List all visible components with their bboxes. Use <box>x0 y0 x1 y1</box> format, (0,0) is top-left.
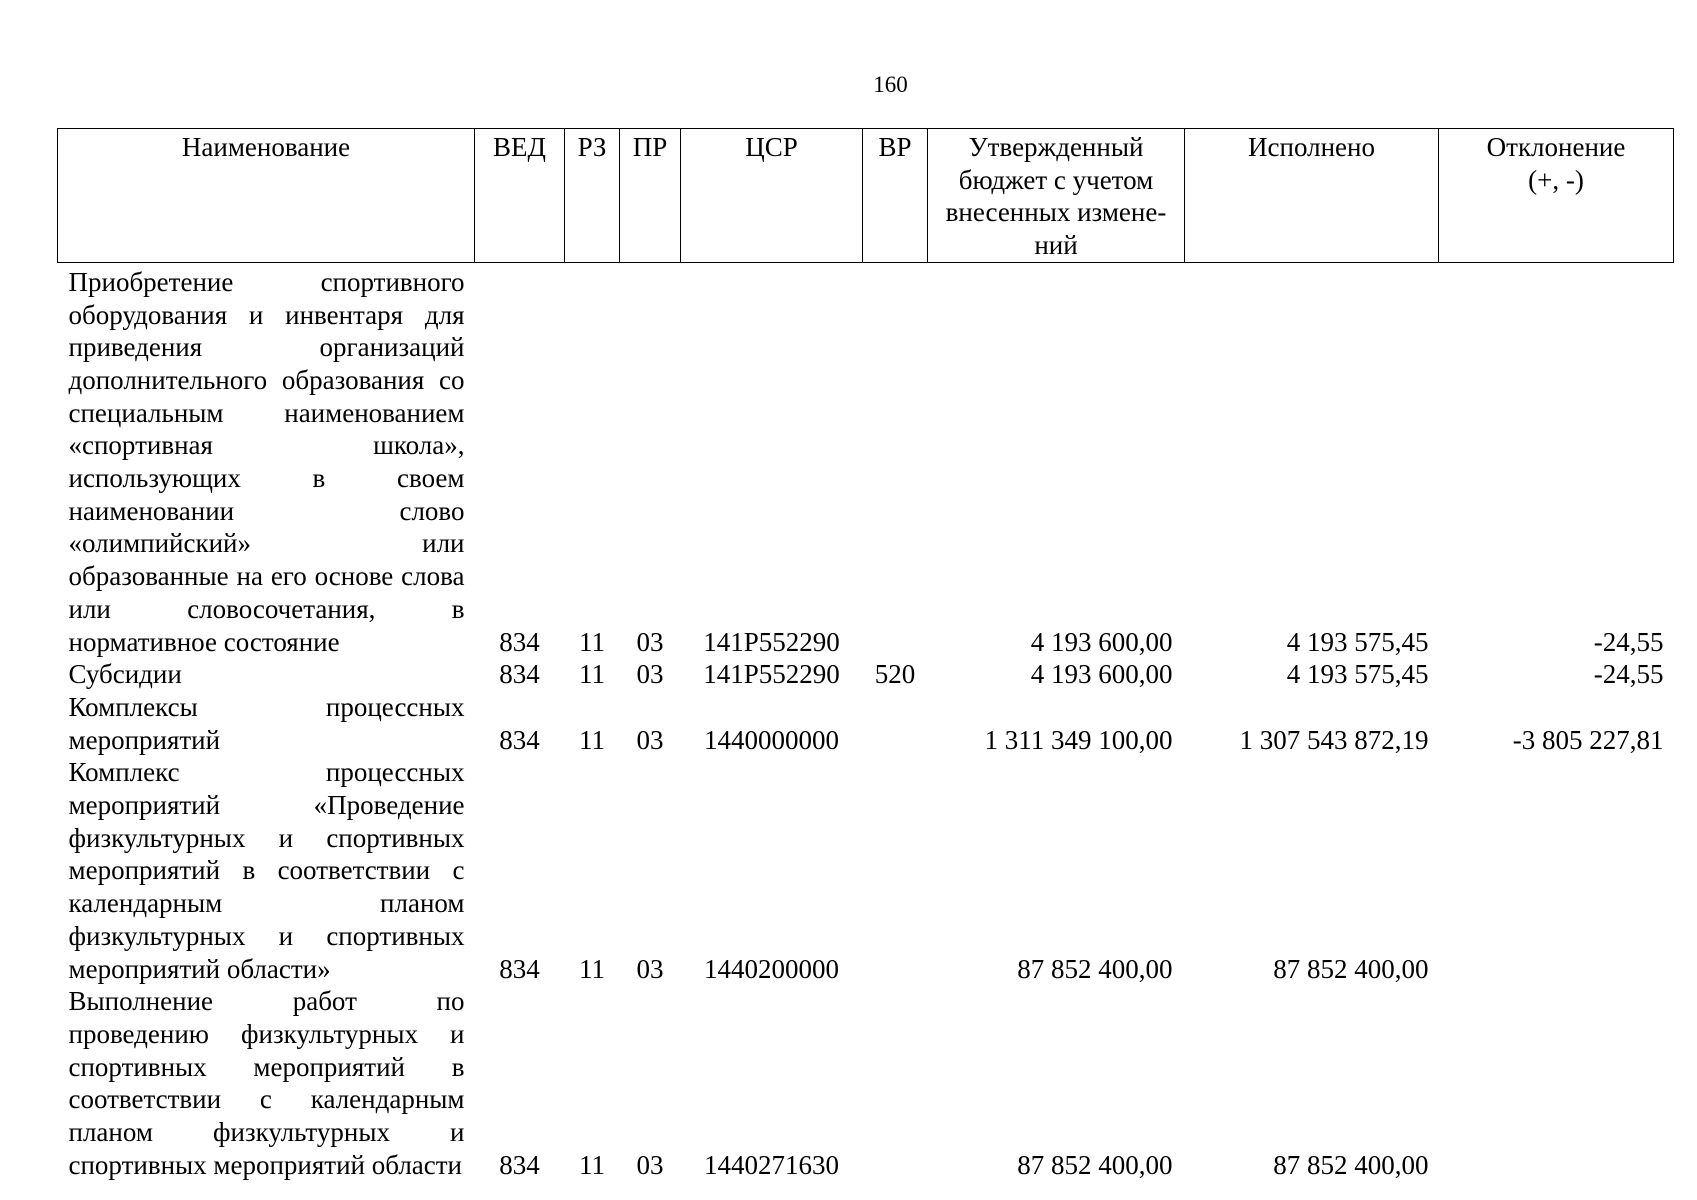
row-pr: 03 <box>636 724 664 755</box>
row-rz: 11 <box>579 1149 605 1180</box>
budget-execution-table <box>57 128 1674 1182</box>
header-approved-budget <box>928 129 1185 263</box>
row-approved: 4 193 600,00 <box>1030 659 1173 690</box>
header-approved-line: Утвержденный <box>968 132 1144 162</box>
row-csr: 1440000000 <box>704 724 839 755</box>
header-deviation-line: Отклонение <box>1486 132 1626 162</box>
row-ved: 834 <box>499 1149 540 1180</box>
row-deviation <box>1439 985 1674 1181</box>
row-csr: 141P552290 <box>703 626 840 657</box>
row-csr: 141P552290 <box>703 659 840 690</box>
row-executed: 4 193 575,45 <box>1286 626 1429 657</box>
header-csr: ЦСР <box>681 129 863 263</box>
row-ved: 834 <box>499 626 540 657</box>
row-pr: 03 <box>636 626 664 657</box>
row-csr: 1440200000 <box>704 953 839 984</box>
table-header-row <box>58 129 1674 263</box>
row-name: Комплекс процессных мероприятий «Проведение физкультурных и спортивных мероприятий в соответствии с календарным планом физкультурных и спортивных мероприятий области» <box>68 757 465 984</box>
row-deviation: -3 805 227,81 <box>1512 724 1664 755</box>
header-name: Наименование <box>58 129 475 263</box>
row-rz: 11 <box>579 659 605 690</box>
table-row <box>58 691 1674 756</box>
row-pr: 03 <box>636 659 664 690</box>
row-name: Приобретение спортивного оборудования и инвентаря для приведения организаций дополнительного образования со специальным наименованием «спортивная школа», использующих в своем наименовании слово «олимпийский» или образованные на его основе слова или словосочетания, в нормативное состояние <box>68 266 465 657</box>
row-executed: 87 852 400,00 <box>1273 1149 1429 1180</box>
row-executed: 4 193 575,45 <box>1286 659 1429 690</box>
header-deviation-line: (+, -) <box>1528 164 1584 195</box>
table-row <box>58 756 1674 985</box>
row-pr: 03 <box>636 1149 664 1180</box>
row-deviation: -24,55 <box>1593 659 1664 690</box>
row-vr <box>863 691 928 756</box>
row-approved: 1 311 349 100,00 <box>984 724 1173 755</box>
header-approved-line: внесенных измене- <box>945 197 1167 228</box>
row-executed: 1 307 543 872,19 <box>1239 724 1429 755</box>
header-executed: Исполнено <box>1185 129 1439 263</box>
row-name: Комплексы процессных мероприятий <box>68 691 465 755</box>
header-approved-line: бюджет с учетом <box>958 164 1154 195</box>
header-ved: ВЕД <box>475 129 565 263</box>
row-approved: 87 852 400,00 <box>1017 1149 1173 1180</box>
row-name: Выполнение работ по проведению физкультурных и спортивных мероприятий в соответствии с календарным планом физкультурных и спортивных мероприятий области <box>68 986 465 1180</box>
table-row <box>58 262 1674 658</box>
table-row <box>58 985 1674 1181</box>
header-deviation <box>1439 129 1674 263</box>
row-deviation: -24,55 <box>1593 626 1664 657</box>
row-rz: 11 <box>579 724 605 755</box>
row-rz: 11 <box>579 626 605 657</box>
row-approved: 4 193 600,00 <box>1030 626 1173 657</box>
header-approved-line: ний <box>1034 230 1078 261</box>
row-approved: 87 852 400,00 <box>1017 953 1173 984</box>
row-vr <box>863 985 928 1181</box>
row-deviation <box>1439 756 1674 985</box>
table-row <box>58 658 1674 691</box>
row-csr: 1440271630 <box>704 1149 839 1180</box>
page-number: 160 <box>873 72 908 97</box>
row-vr <box>863 756 928 985</box>
row-vr <box>863 262 928 658</box>
row-executed: 87 852 400,00 <box>1273 953 1429 984</box>
row-ved: 834 <box>499 724 540 755</box>
row-vr: 520 <box>874 659 916 690</box>
row-ved: 834 <box>499 953 540 984</box>
row-pr: 03 <box>636 953 664 984</box>
header-vr: ВР <box>863 129 928 263</box>
row-ved: 834 <box>499 659 540 690</box>
row-rz: 11 <box>579 953 605 984</box>
header-rz: РЗ <box>565 129 620 263</box>
row-name: Субсидии <box>68 659 182 690</box>
header-pr: ПР <box>620 129 681 263</box>
